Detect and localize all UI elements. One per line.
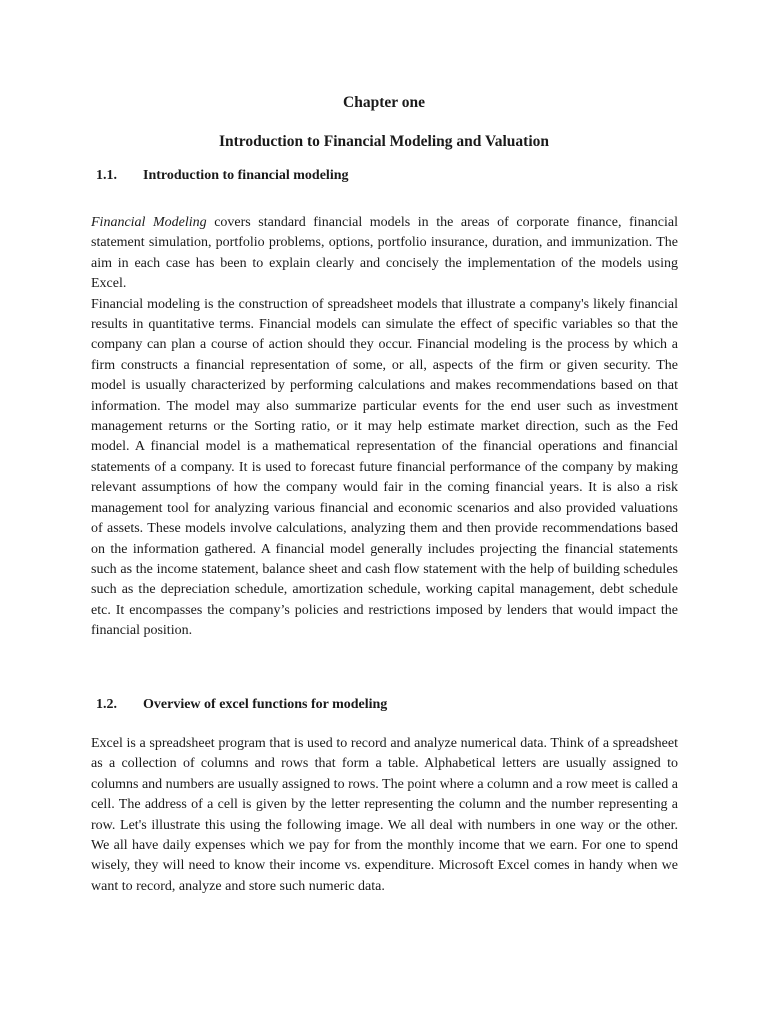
section-title: Introduction to financial modeling	[143, 168, 349, 183]
italic-term: Financial Modeling	[91, 215, 207, 230]
section-1-1-body	[91, 213, 678, 642]
section-number: 1.2.	[96, 697, 117, 712]
section-number: 1.1.	[96, 168, 117, 183]
section-title: Overview of excel functions for modeling	[143, 697, 388, 712]
section-heading-1-2	[96, 697, 387, 713]
section-heading-1-1	[96, 168, 349, 184]
chapter-label: Chapter one	[343, 94, 425, 111]
section-1-2-body	[91, 734, 678, 897]
chapter-title: Introduction to Financial Modeling and Valuation	[218, 133, 550, 150]
paragraph	[91, 213, 678, 295]
paragraph: Financial modeling is the construction of spreadsheet models that illustrate a company's likely financial results in quantitative terms. Financial models can simulate the effect of specific variables so that the company can plan a course of action should they occur. Financial modeling is the process by which a firm constructs a financial representation of some, or all, aspects of the firm or given security. The model is usually characterized by performing calculations and makes recommendations based on that information. The model may also summarize particular events for the end user such as investment management returns or the Sorting ratio, or it may help estimate market direction, such as the Fed model. A financial model is a mathematical representation of the financial operations and financial statements of a company. It is used to forecast future financial performance of the company by making relevant assumptions of how the company would fair in the coming financial years. It is also a risk management tool for analyzing various financial and economic scenarios and also provided valuations of assets. These models involve calculations, analyzing them and then provide recommendations based on the information gathered. A financial model generally includes projecting the financial statements such as the income statement, balance sheet and cash flow statement with the help of building schedules such as the depreciation schedule, amortization schedule, working capital management, debt schedule etc. It encompasses the company’s policies and restrictions imposed by lenders that would impact the financial position.	[91, 296, 678, 639]
paragraph-text: covers standard financial models in the areas of corporate finance, financial statement simulation, portfolio problems, options, portfolio insurance, duration, and immunization. The aim in each case has been to explain clearly and concisely the implementation of the models using Excel.	[91, 215, 678, 292]
paragraph: Excel is a spreadsheet program that is used to record and analyze numerical data. Think of a spreadsheet as a collection of columns and rows that form a table. Alphabetical letters are usually assigned to columns and numbers are usually assigned to rows. The point where a column and a row meet is called a cell. The address of a cell is given by the letter representing the column and the number representing a row. Let's illustrate this using the following image. We all deal with numbers in one way or the other. We all have daily expenses which we pay for from the monthly income that we earn. For one to spend wisely, they will need to know their income vs. expenditure. Microsoft Excel comes in handy when we want to record, analyze and store such numeric data.	[91, 736, 678, 894]
